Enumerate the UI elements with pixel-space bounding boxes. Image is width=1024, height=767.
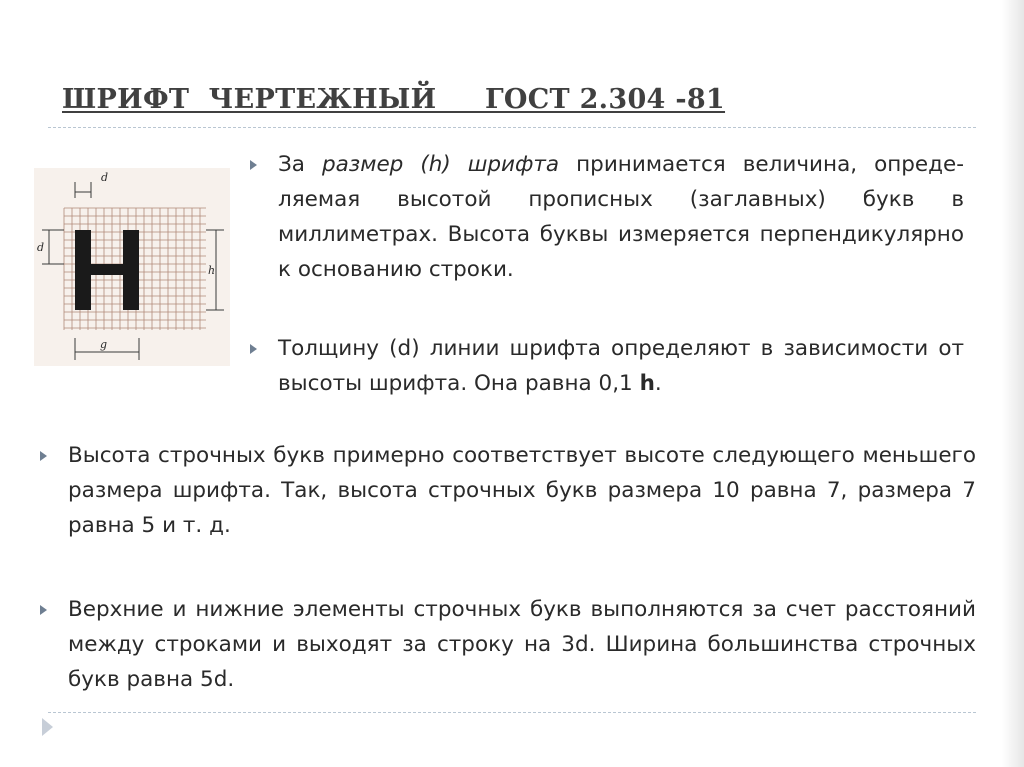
bullet-text	[68, 597, 976, 692]
bullet-font-size	[278, 147, 964, 287]
slide-title: ШРИФТ ЧЕРТЕЖНЫЙ ГОСТ 2.304 -81	[62, 84, 726, 115]
bullet-lowercase-elements	[68, 592, 976, 697]
bullet-text	[278, 152, 964, 282]
footer-divider	[48, 712, 976, 713]
bullet-arrow-icon	[250, 344, 257, 354]
dim-label-top-d: d	[101, 171, 109, 184]
bullet-text-segment: .	[654, 371, 662, 396]
dim-label-bottom-g: g	[100, 338, 108, 351]
bullet-text-segment: h	[639, 371, 655, 396]
bullet-text	[68, 443, 976, 538]
bullet-text	[278, 336, 964, 396]
letter-h-grid-diagram	[34, 168, 230, 366]
bullet-arrow-icon	[40, 605, 47, 615]
bullet-line-thickness	[278, 331, 964, 401]
bullet-text-segment: принимается величина, опреде-ляемая высотой прописных (заглавных) букв в миллиметрах. Высота буквы измеряется перпендикулярно к основанию строки.	[278, 152, 965, 282]
dim-label-left-d: d	[37, 241, 45, 254]
corner-arrow-icon	[42, 718, 53, 736]
bullet-text-segment: размер (h) шрифта	[321, 152, 560, 177]
bullet-text-segment: Толщину (d) линии шрифта определяют в зависимости от высоты шрифта. Она равна 0,1	[278, 336, 964, 396]
bullet-text-segment: Верхние и нижние элементы строчных букв выполняются за счет расстояний между строками и выходят за строку на 3d. Ширина большинства строчных букв равна 5d.	[68, 597, 976, 692]
bullet-text-segment: За	[278, 152, 322, 177]
bullet-lowercase-height	[68, 438, 976, 543]
bullet-arrow-icon	[40, 451, 47, 461]
bullet-arrow-icon	[250, 160, 257, 170]
title-divider	[48, 127, 976, 128]
bullet-text-segment: Высота строчных букв примерно соответствует высоте следующего меньшего размера шрифта. Так, высота строчных букв размера 10 равна 7, размера 7 равна 5 и т. д.	[68, 443, 976, 538]
dim-label-right-h: h	[208, 264, 216, 277]
